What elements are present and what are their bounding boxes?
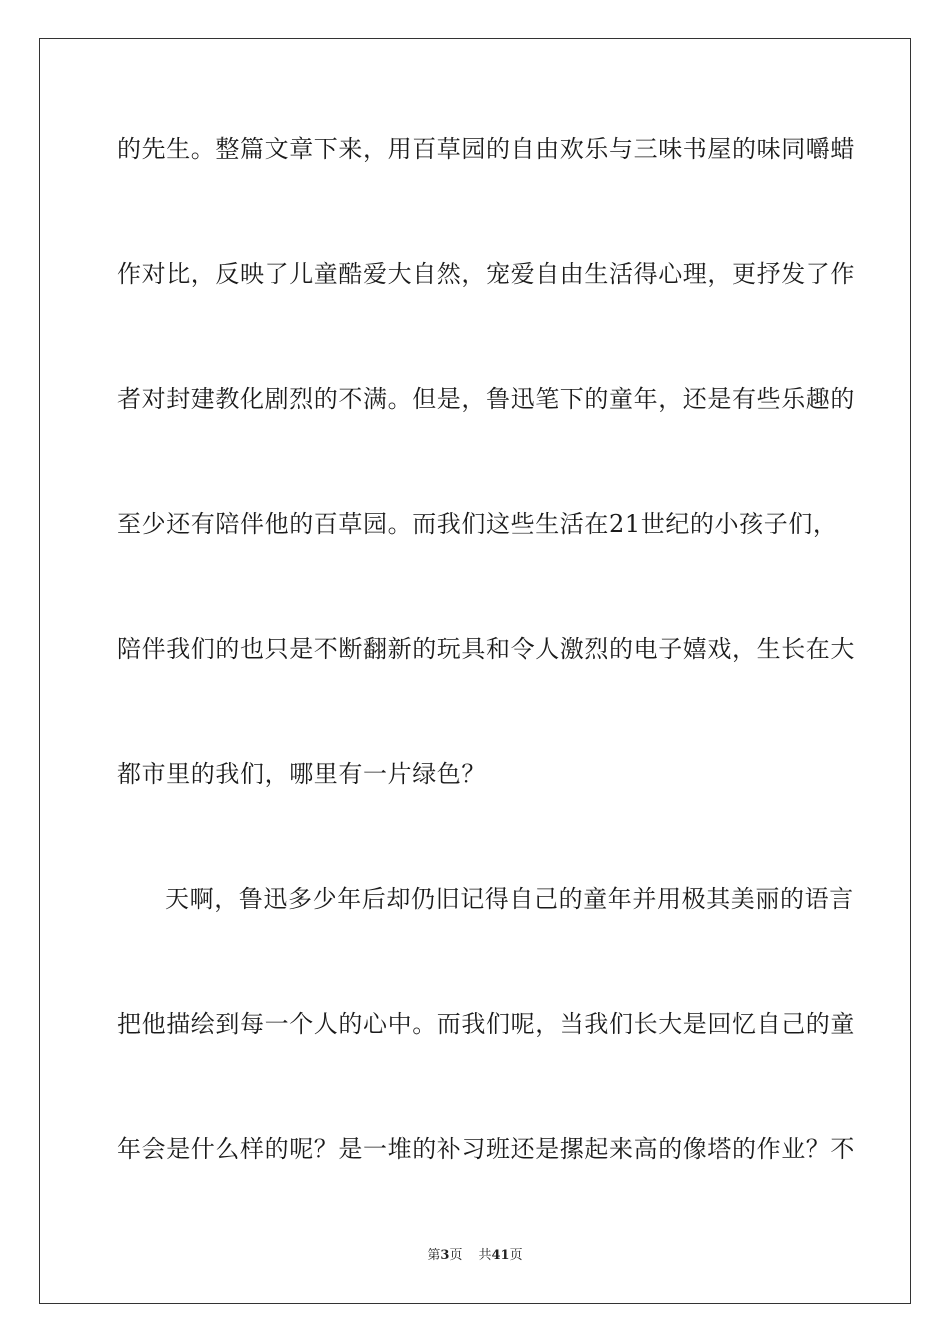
paragraph-line-3: 者对封建教化剧烈的不满。但是，鲁迅笔下的童年，还是有些乐趣的 <box>117 385 855 413</box>
page-number: 3 <box>440 1248 450 1263</box>
page-border <box>39 38 911 1304</box>
total-suffix: 页 <box>509 1248 523 1263</box>
paragraph-line-6: 都市里的我们，哪里有一片绿色？ <box>117 760 486 788</box>
paragraph-line-1: 的先生。整篇文章下来，用百草园的自由欢乐与三味书屋的味同嚼蜡 <box>117 135 855 163</box>
paragraph-line-2: 作对比，反映了儿童酷爱大自然，宠爱自由生活得心理，更抒发了作 <box>117 260 855 288</box>
total-prefix: 共 <box>478 1248 492 1263</box>
paragraph-line-8: 把他描绘到每一个人的心中。而我们呢，当我们长大是回忆自己的童 <box>117 1010 855 1038</box>
page-prefix: 第 <box>427 1248 441 1263</box>
paragraph-line-4: 至少还有陪伴他的百草园。而我们这些生活在21世纪的小孩子们， <box>117 510 838 538</box>
page-suffix: 页 <box>449 1248 463 1263</box>
total-pages: 41 <box>491 1248 510 1263</box>
page-footer <box>0 1247 950 1265</box>
paragraph-line-7: 天啊，鲁迅多少年后却仍旧记得自己的童年并用极其美丽的语言 <box>165 885 854 913</box>
paragraph-line-5: 陪伴我们的也只是不断翻新的玩具和令人激烈的电子嬉戏，生长在大 <box>117 635 855 663</box>
paragraph-line-9: 年会是什么样的呢？是一堆的补习班还是摞起来高的像塔的作业？不 <box>117 1135 855 1163</box>
